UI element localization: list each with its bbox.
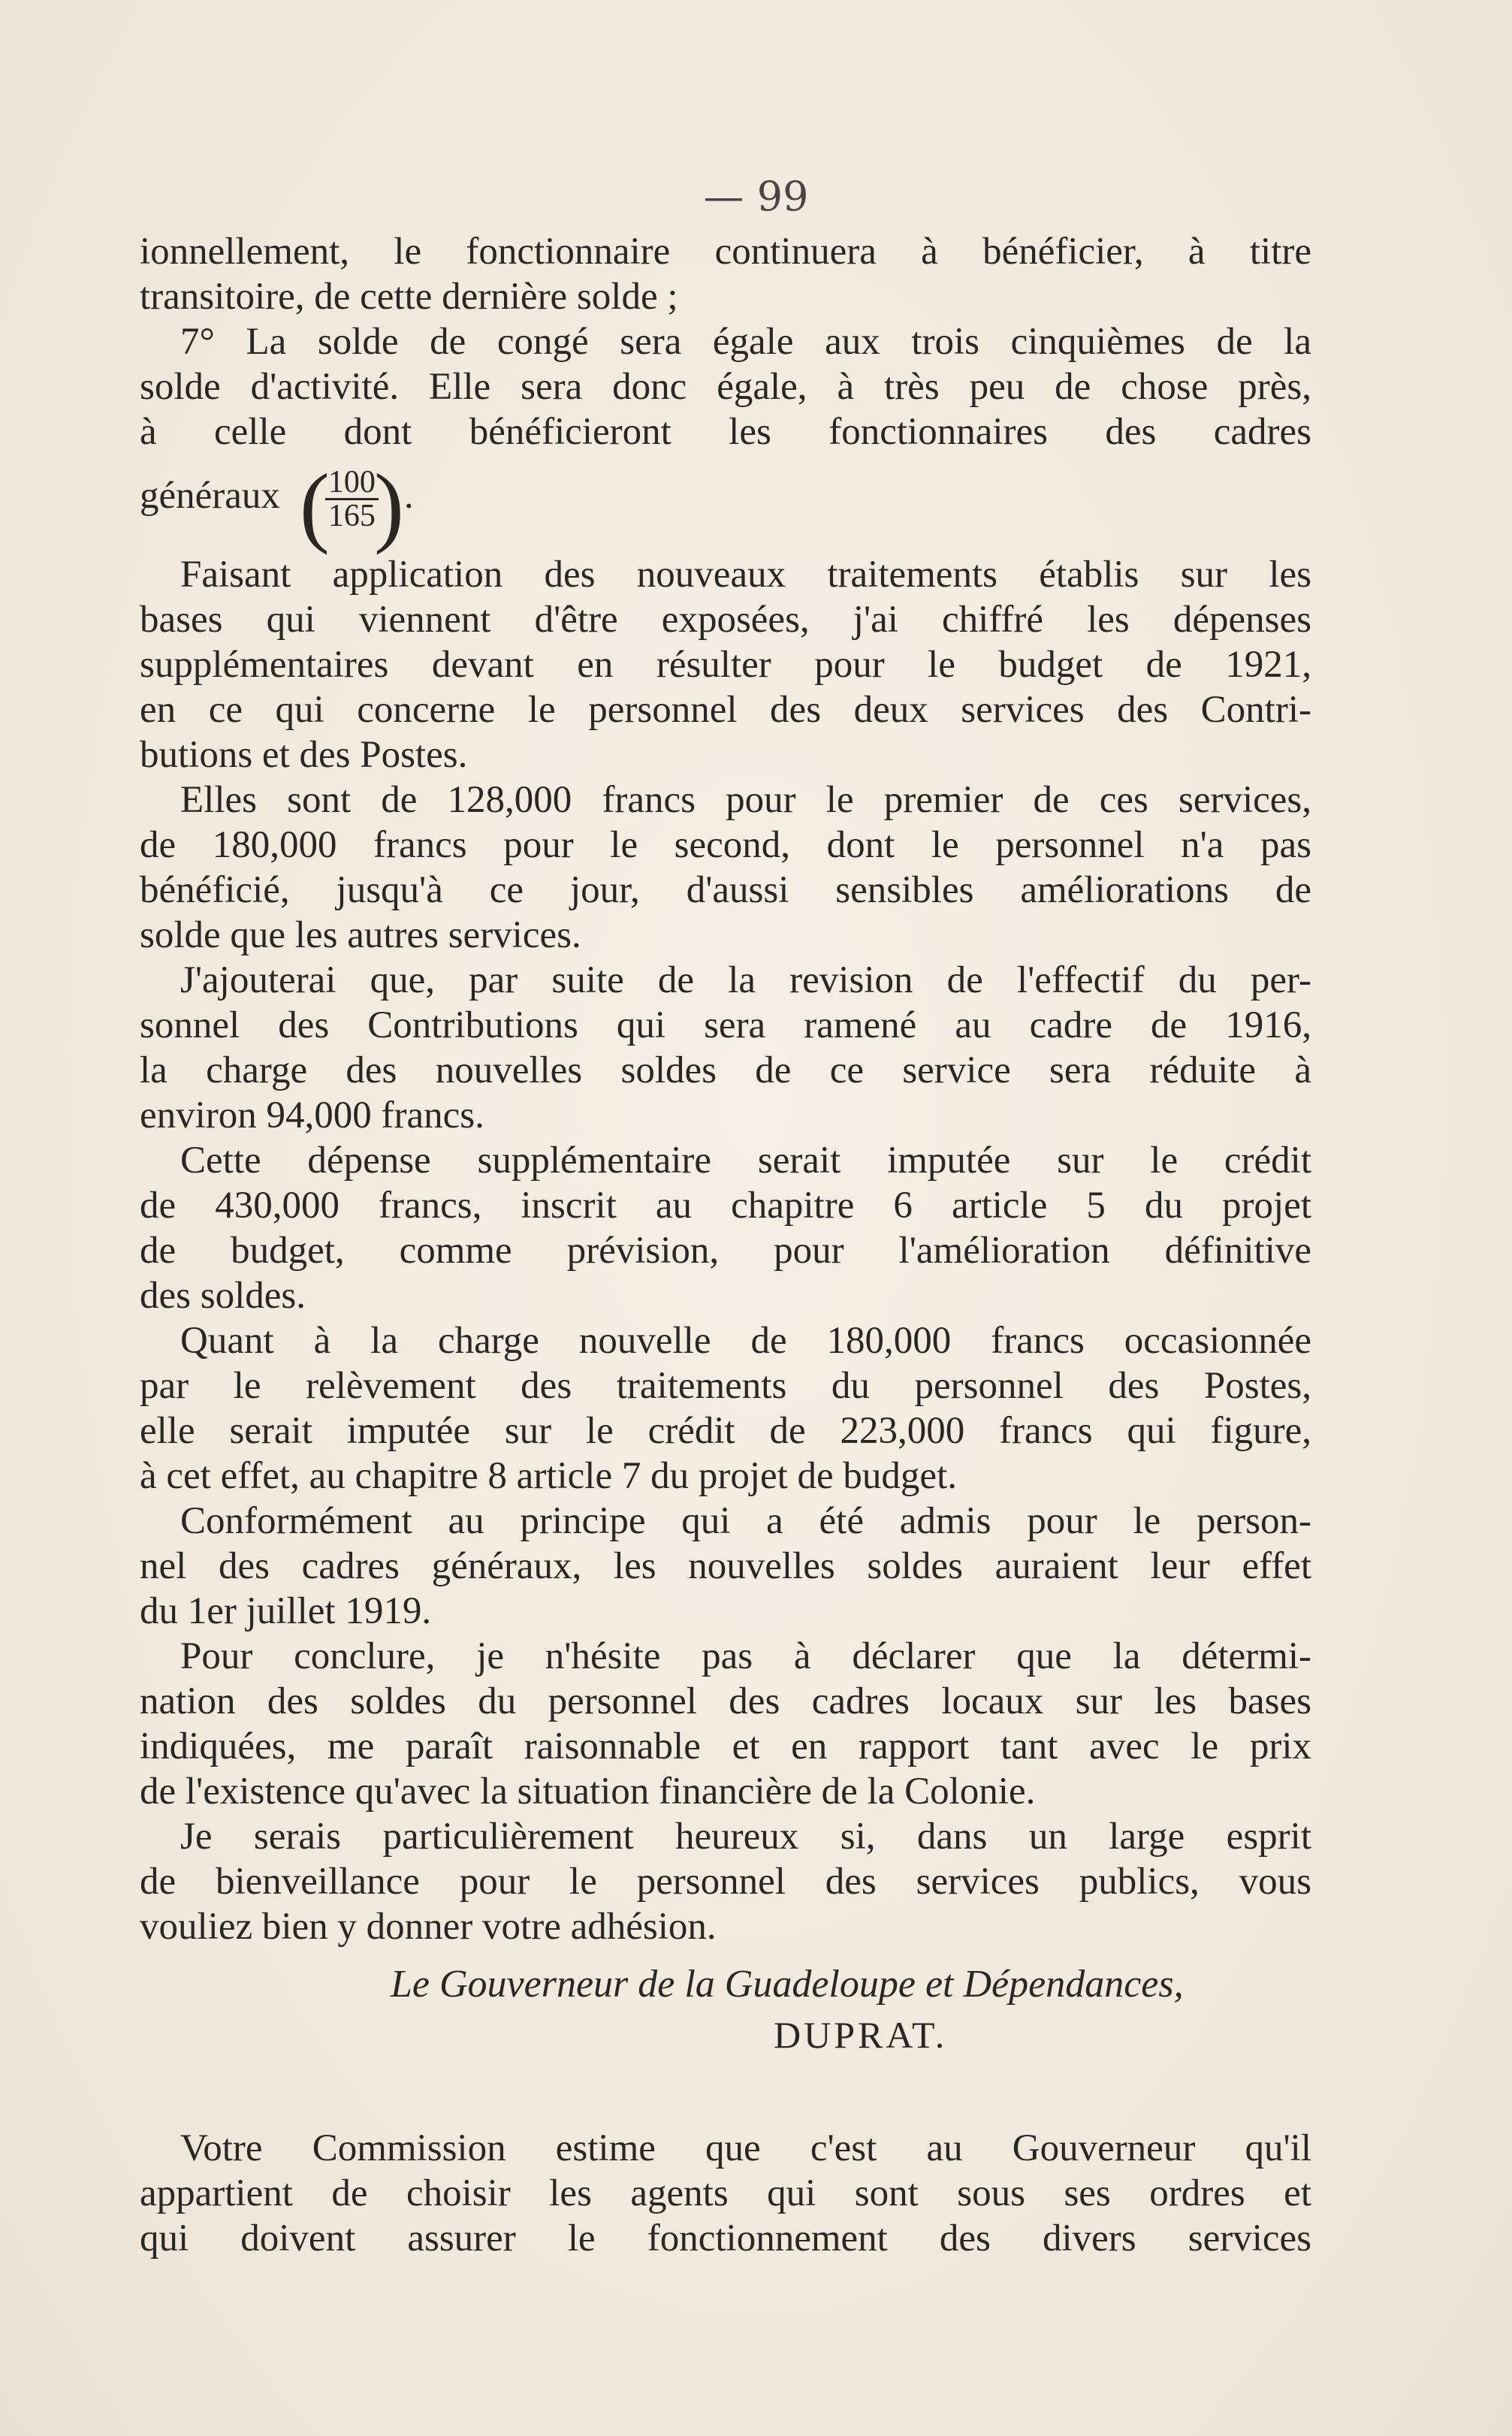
- text-line: en ce qui concerne le personnel des deux services des Contri-: [140, 689, 1311, 731]
- left-paren-icon: (: [299, 454, 330, 555]
- signature-title: Le Gouverneur de la Guadeloupe et Dépendances,: [391, 1963, 1184, 2006]
- fraction-denominator: 165: [327, 498, 376, 533]
- text-line: sonnel des Contributions qui sera ramené au cadre de 1916,: [140, 1004, 1311, 1046]
- text-line: du 1er juillet 1919.: [140, 1590, 432, 1632]
- text-line: butions et des Postes.: [140, 734, 468, 776]
- text-line: nel des cadres généraux, les nouvelles soldes auraient leur effet: [140, 1545, 1311, 1587]
- fraction-numerator: 100: [325, 466, 379, 500]
- text-line: à celle dont bénéficieront les fonctionnaires des cadres: [140, 411, 1311, 453]
- text-line: Conformément au principe qui a été admis pour le person-: [180, 1500, 1311, 1542]
- text-line: elle serait imputée sur le crédit de 223,000 francs qui figure,: [140, 1410, 1311, 1452]
- text-line: la charge des nouvelles soldes de ce service sera réduite à: [140, 1049, 1311, 1091]
- text-line: Cette dépense supplémentaire serait imputée sur le crédit: [180, 1140, 1311, 1182]
- text-line: par le relèvement des traitements du personnel des Postes,: [140, 1365, 1311, 1407]
- text-line: 7° La solde de congé sera égale aux trois cinquièmes de la: [180, 321, 1311, 363]
- text-line: des soldes.: [140, 1275, 306, 1317]
- page-number: — 99: [703, 173, 809, 220]
- fraction-100-165: [299, 454, 404, 555]
- text-line: environ 94,000 francs.: [140, 1094, 484, 1136]
- text-line: J'ajouterai que, par suite de la revision de l'effectif du per-: [180, 959, 1311, 1001]
- text-line: bénéficié, jusqu'à ce jour, d'aussi sensibles améliorations de: [140, 869, 1311, 911]
- text-line: qui doivent assurer le fonctionnement des divers services: [140, 2217, 1311, 2259]
- text-line: de l'existence qu'avec la situation financière de la Colonie.: [140, 1770, 1036, 1813]
- text-line: solde que les autres services.: [140, 914, 581, 956]
- text-line: Quant à la charge nouvelle de 180,000 francs occasionnée: [180, 1320, 1311, 1362]
- text-line: indiquées, me paraît raisonnable et en rapport tant avec le prix: [140, 1725, 1311, 1767]
- text-line: à cet effet, au chapitre 8 article 7 du projet de budget.: [140, 1455, 957, 1497]
- text-line-with-fraction: [140, 454, 1311, 555]
- text-line: de 430,000 francs, inscrit au chapitre 6 article 5 du projet: [140, 1185, 1311, 1227]
- text-line: de bienveillance pour le personnel des services publics, vous: [140, 1861, 1311, 1903]
- text-line: Faisant application des nouveaux traitements établis sur les: [180, 554, 1311, 596]
- text-line: Votre Commission estime que c'est au Gouverneur qu'il: [180, 2127, 1311, 2169]
- text-line: Elles sont de 128,000 francs pour le premier de ces services,: [180, 779, 1311, 821]
- text-line: appartient de choisir les agents qui sont sous ses ordres et: [140, 2172, 1311, 2214]
- fraction-suffix: .: [403, 475, 414, 517]
- text-line: transitoire, de cette dernière solde ;: [140, 276, 678, 318]
- text-line: solde d'activité. Elle sera donc égale, à très peu de chose près,: [140, 366, 1311, 408]
- text-line: de 180,000 francs pour le second, dont le personnel n'a pas: [140, 824, 1311, 866]
- text-line: Pour conclure, je n'hésite pas à déclarer que la détermi-: [180, 1635, 1311, 1677]
- text-line: vouliez bien y donner votre adhésion.: [140, 1906, 717, 1948]
- signature-name: DUPRAT.: [774, 2014, 948, 2056]
- text-line: supplémentaires devant en résulter pour le budget de 1921,: [140, 644, 1311, 686]
- text-line: Je serais particulièrement heureux si, dans un large esprit: [180, 1816, 1311, 1858]
- text-line: de budget, comme prévision, pour l'amélioration définitive: [140, 1230, 1311, 1272]
- text-line: nation des soldes du personnel des cadres locaux sur les bases: [140, 1680, 1311, 1722]
- text-line: ionnellement, le fonctionnaire continuera à bénéficier, à titre: [140, 231, 1311, 273]
- text-line: bases qui viennent d'être exposées, j'ai chiffré les dépenses: [140, 599, 1311, 641]
- text-fragment: généraux: [140, 475, 280, 517]
- right-paren-icon: ): [373, 454, 404, 555]
